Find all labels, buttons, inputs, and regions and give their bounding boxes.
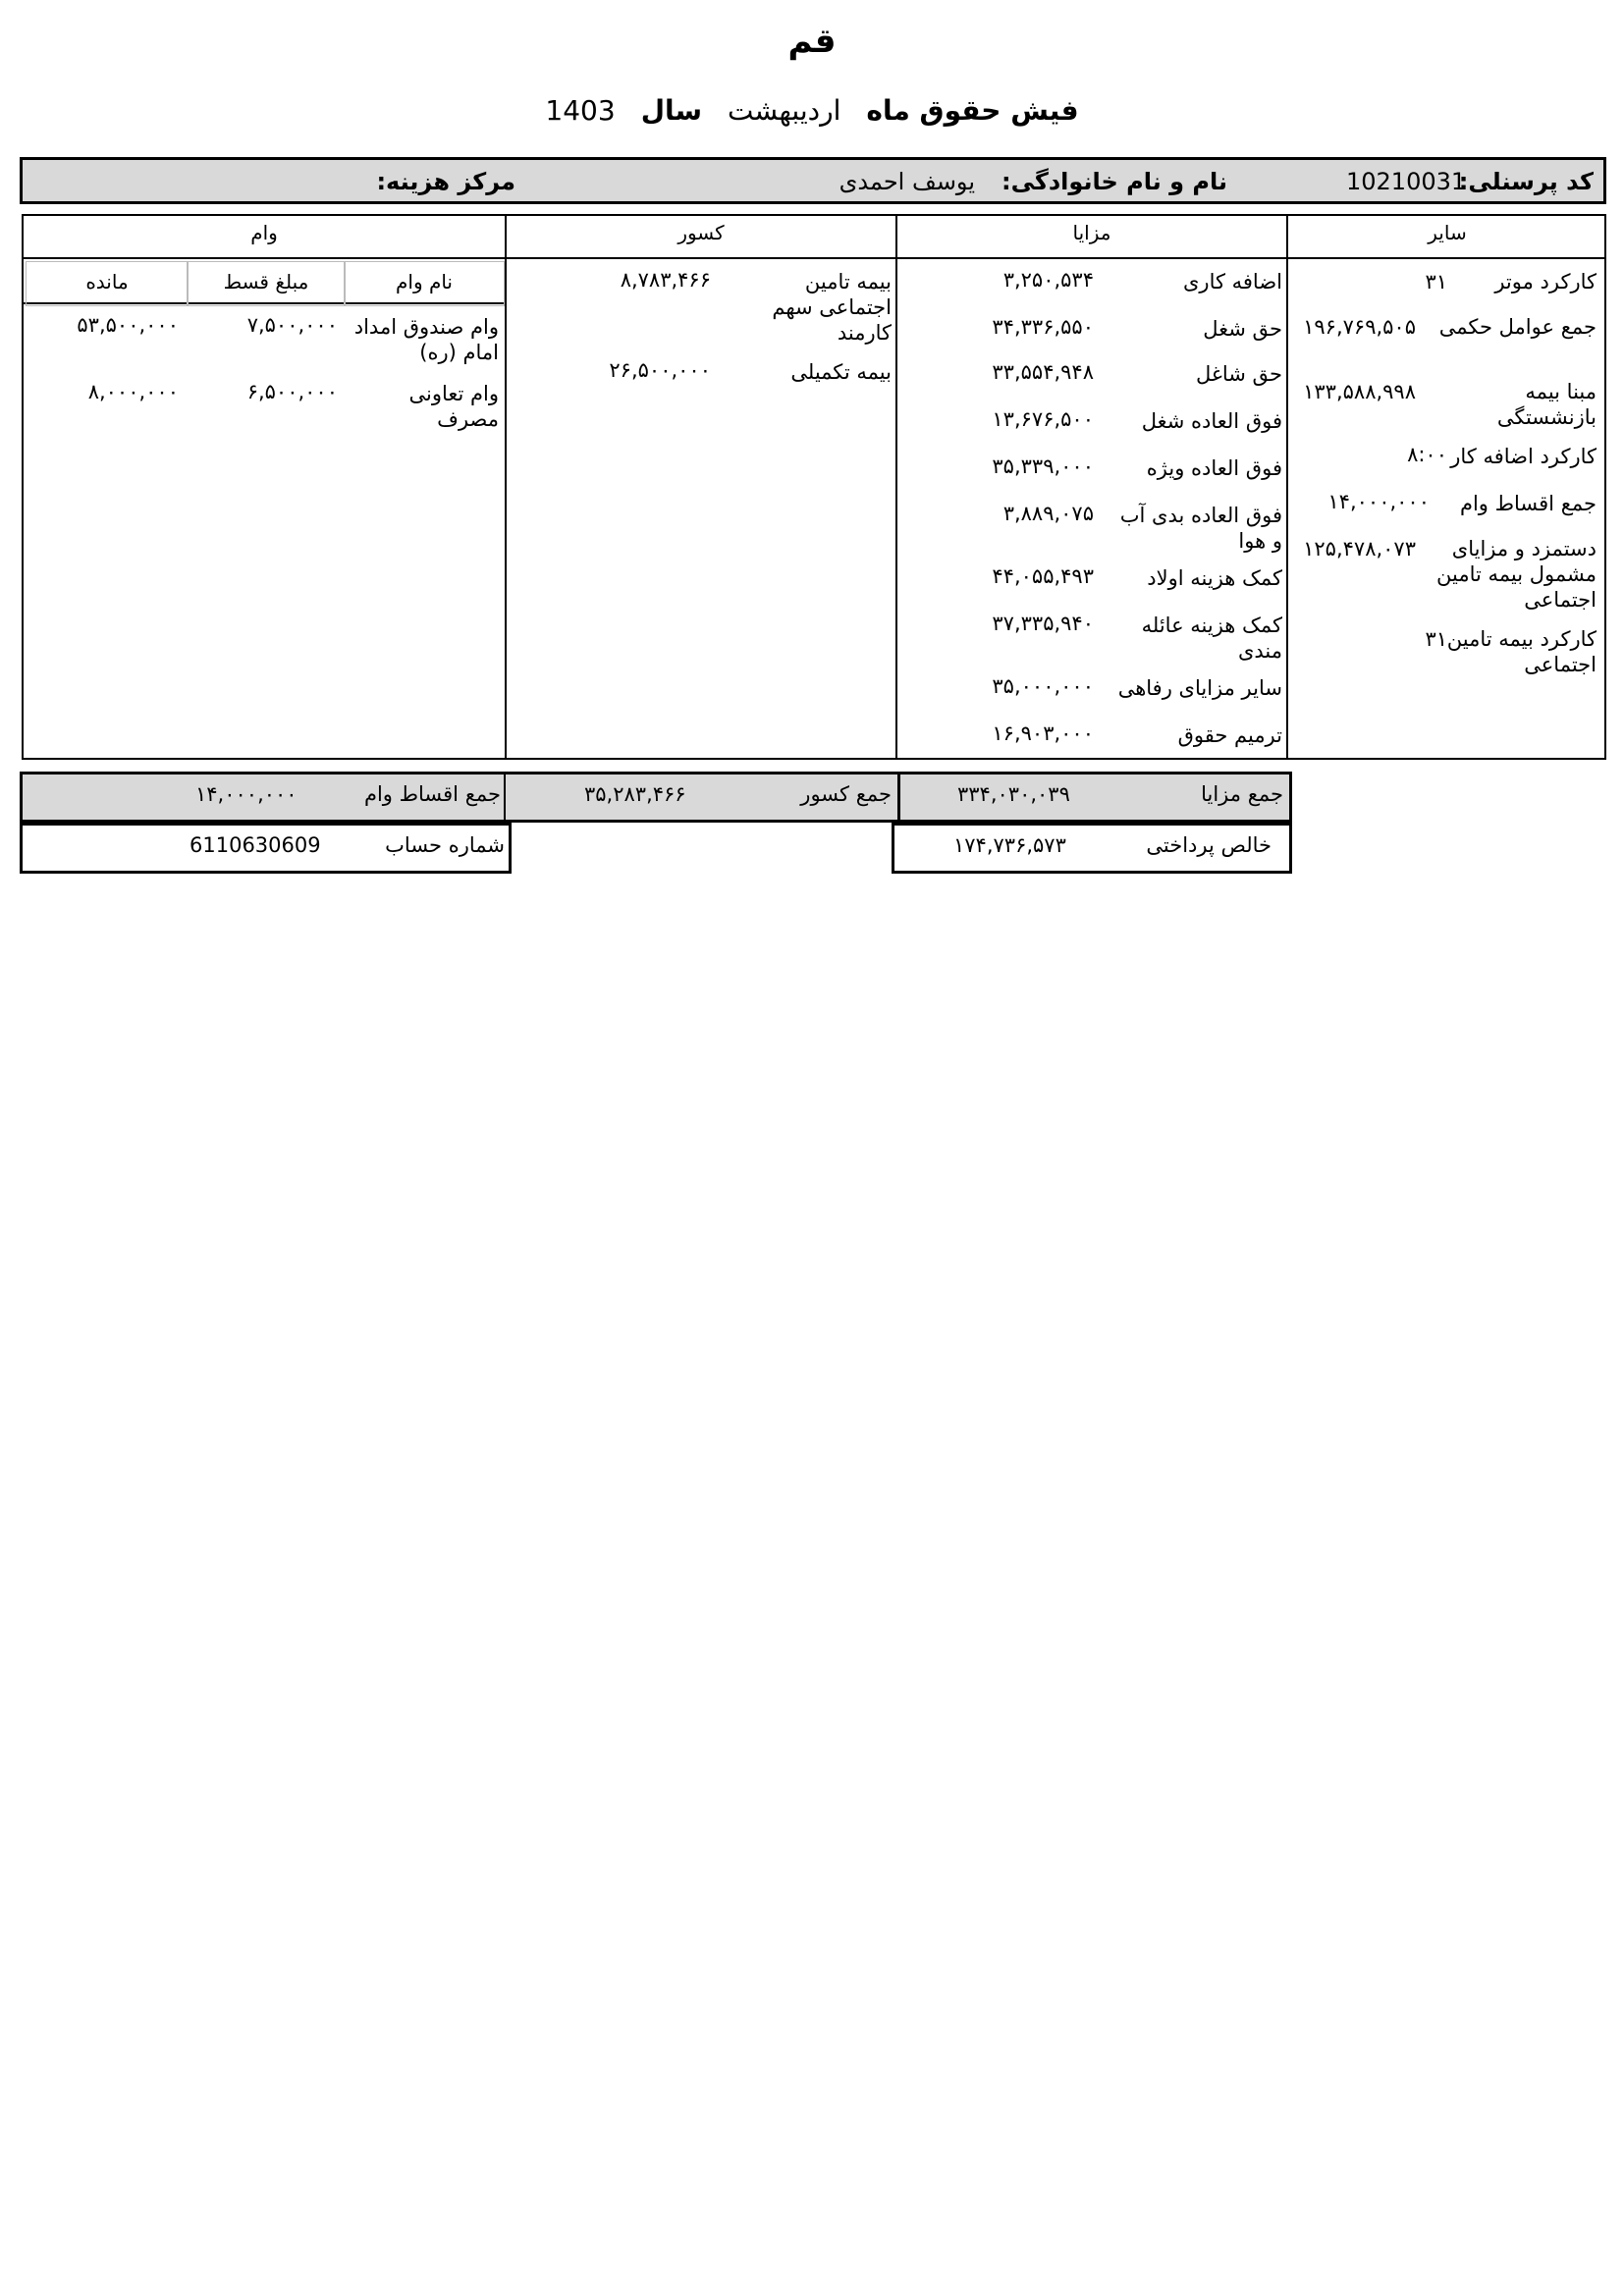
other-item-value: ۱۳۳,۵۸۸,۹۹۸ (1303, 380, 1416, 403)
benefit-item-label: فوق العاده ویژه (1146, 456, 1282, 480)
benefit-item-label: حق شاغل (1195, 362, 1282, 386)
column-header-loans: وام (250, 221, 278, 244)
deduction-item-value: ۸,۷۸۳,۴۶۶ (620, 268, 711, 292)
other-item-value: ۳۱ (1425, 270, 1447, 294)
employee-name-value: یوسف احمدی (839, 168, 975, 195)
total-benefits-box (892, 772, 1292, 823)
total-deductions-loans-box (20, 772, 900, 823)
year-label: سال (640, 94, 703, 127)
loan-header-installment: مبلغ قسط (187, 261, 346, 306)
month-value: اردیبهشت (728, 94, 841, 127)
net-pay-label: خالص پرداختی (1146, 833, 1272, 857)
account-number-label: شماره حساب (385, 833, 505, 857)
benefit-item-label: کمک هزینه اولاد (1147, 566, 1282, 590)
benefit-item-value: ۴۴,۰۵۵,۴۹۳ (992, 564, 1094, 588)
benefit-item-value: ۳,۸۸۹,۰۷۵ (1002, 502, 1094, 525)
benefit-item-value: ۳۵,۳۳۹,۰۰۰ (992, 454, 1094, 478)
column-header-benefits: مزایا (1072, 221, 1111, 244)
net-pay-box (892, 823, 1292, 874)
deduction-item-label: بیمه تکمیلی (790, 360, 892, 384)
benefit-item-label: فوق العاده شغل (1141, 409, 1282, 433)
other-item-label: کارکرد موتر (1494, 270, 1597, 294)
other-item-value: ۳۱ (1425, 627, 1447, 651)
other-item-label: مبنا بیمه بازنشستگی (1496, 380, 1597, 429)
loan-header-remaining: مانده (26, 261, 189, 306)
other-item-value: ۱۲۵,۴۷۸,۰۷۳ (1303, 537, 1416, 561)
total-benefits-label: جمع مزایا (1201, 782, 1283, 806)
benefit-item-value: ۳۴,۳۳۶,۵۵۰ (992, 315, 1094, 339)
loan-item-name: وام صندوق امداد امام (ره) (353, 315, 499, 364)
column-divider (1286, 216, 1288, 758)
deduction-item-value: ۲۶,۵۰۰,۰۰۰ (609, 358, 711, 382)
benefit-item-value: ۱۶,۹۰۳,۰۰۰ (992, 721, 1094, 745)
benefit-item-label: سایر مزایای رفاهی (1117, 676, 1282, 700)
personnel-code-value: 10210031 (1346, 168, 1467, 195)
other-item-value: ۱۴,۰۰۰,۰۰۰ (1327, 490, 1430, 513)
cost-center-label: مرکز هزینه: (376, 168, 515, 195)
benefit-item-label: فوق العاده بدی آب و هوا (1119, 504, 1282, 553)
totals-divider (504, 774, 506, 820)
total-deductions-value: ۳۵,۲۸۳,۴۶۶ (584, 782, 686, 806)
loan-item-remaining: ۸,۰۰۰,۰۰۰ (87, 380, 179, 403)
city-title: قم (787, 22, 837, 61)
loan-item-installment: ۷,۵۰۰,۰۰۰ (246, 313, 338, 337)
benefit-item-label: حق شغل (1203, 317, 1282, 341)
loan-item-name: وام تعاونی مصرف (408, 382, 499, 431)
benefit-item-value: ۳۵,۰۰۰,۰۰۰ (992, 674, 1094, 698)
account-number-value: 6110630609 (189, 833, 321, 857)
benefit-item-label: کمک هزینه عائله مندی (1141, 614, 1282, 663)
year-value: 1403 (545, 94, 616, 127)
employee-name-label: نام و نام خانوادگی: (1001, 168, 1227, 195)
column-divider (505, 216, 507, 758)
other-item-label: کارکرد بیمه تامین اجتماعی (1446, 627, 1597, 676)
column-header-deductions: کسور (677, 221, 725, 244)
net-pay-value: ۱۷۴,۷۳۶,۵۷۳ (953, 833, 1066, 857)
loan-item-installment: ۶,۵۰۰,۰۰۰ (246, 380, 338, 403)
column-divider (895, 216, 897, 758)
total-loans-label: جمع اقساط وام (363, 782, 501, 806)
benefit-item-label: اضافه کاری (1182, 270, 1282, 294)
total-loans-value: ۱۴,۰۰۰,۰۰۰ (195, 782, 298, 806)
benefit-item-value: ۳,۲۵۰,۵۳۴ (1002, 268, 1094, 292)
loan-header-name: نام وام (344, 261, 505, 306)
account-number-box (20, 823, 512, 874)
benefit-item-value: ۳۳,۵۵۴,۹۴۸ (992, 360, 1094, 384)
loan-item-remaining: ۵۳,۵۰۰,۰۰۰ (77, 313, 179, 337)
header-divider (24, 257, 1604, 259)
benefit-item-value: ۳۷,۳۳۵,۹۴۰ (992, 612, 1094, 635)
total-benefits-value: ۳۳۴,۰۳۰,۰۳۹ (957, 782, 1070, 806)
employee-info-bar (20, 157, 1606, 204)
payslip-title-line (0, 94, 1624, 127)
payslip-main-table (22, 214, 1606, 760)
personnel-code-label: کد پرسنلی: (1458, 168, 1594, 195)
other-item-label: جمع اقساط وام (1459, 492, 1597, 515)
column-header-other: سایر (1428, 221, 1467, 244)
benefit-item-value: ۱۳,۶۷۶,۵۰۰ (992, 407, 1094, 431)
other-item-value: ۱۹۶,۷۶۹,۵۰۵ (1303, 315, 1416, 339)
benefit-item-label: ترمیم حقوق (1177, 723, 1282, 747)
other-item-label: جمع عوامل حکمی (1438, 315, 1597, 339)
total-deductions-label: جمع کسور (800, 782, 892, 806)
other-item-value: ۸:۰۰ (1407, 443, 1447, 466)
other-item-label: کارکرد اضافه کار (1450, 445, 1597, 468)
payslip-title: فیش حقوق ماه (866, 94, 1079, 127)
other-item-label: دستمزد و مزایای مشمول بیمه تامین اجتماعی (1436, 537, 1597, 612)
deduction-item-label: بیمه تامین اجتماعی سهم کارمند (772, 270, 892, 345)
